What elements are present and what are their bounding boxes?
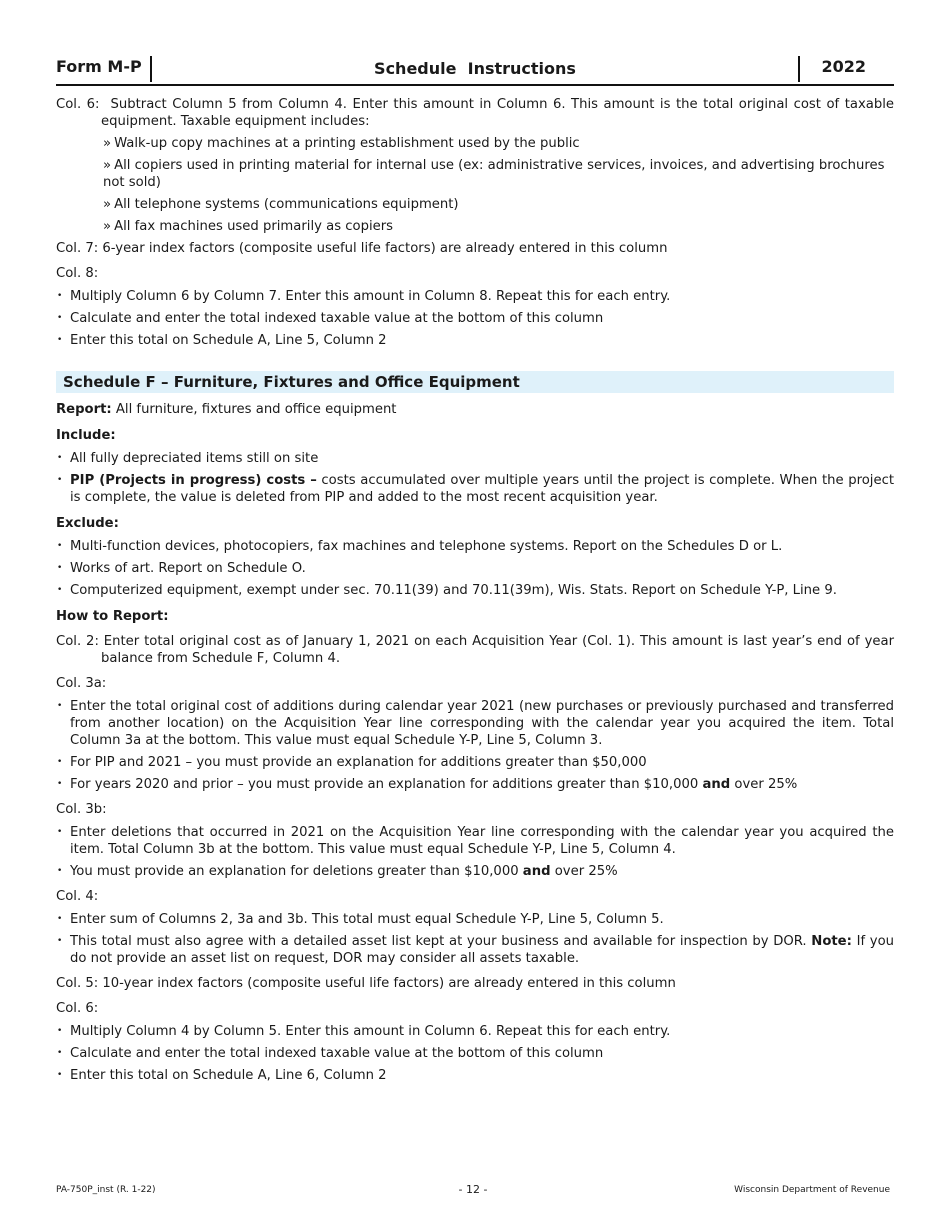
taxable-equipment-list [103, 135, 894, 235]
col3a-list [56, 698, 894, 793]
page-number: - 12 - [458, 1183, 488, 1196]
list-item: • For PIP and 2021 – you must provide an explanation for additions greater than $50,000 [56, 754, 894, 771]
list-item: • PIP (Projects in progress) costs – costs accumulated over multiple years until the project is complete. When the project is complete, the value is deleted from PIP and added to the most recent acquisition year. [56, 472, 894, 506]
col2-instruction: Col. 2: Enter total original cost as of January 1, 2021 on each Acquisition Year (Col. 1). This amount is last year’s end of year balance from Schedule F, Column 4. [56, 634, 894, 666]
col6-instruction [56, 96, 894, 130]
col3a-label: Col. 3a: [56, 676, 107, 691]
list-item: • Multi-function devices, photocopiers, fax machines and telephone systems. Report on the Schedules D or L. [56, 538, 894, 555]
include-list [56, 450, 894, 506]
col7-instruction: Col. 7: 6-year index factors (composite useful life factors) are already entered in this column [56, 241, 668, 256]
agency-name: Wisconsin Department of Revenue [734, 1185, 890, 1195]
exclude-list [56, 538, 894, 599]
list-item: » All fax machines used primarily as copiers [103, 219, 394, 234]
list-item: » Walk-up copy machines at a printing establishment used by the public [103, 136, 580, 151]
list-item: • Enter sum of Columns 2, 3a and 3b. This total must equal Schedule Y-P, Line 5, Column 5. [56, 911, 894, 928]
col4-list [56, 911, 894, 967]
report-label: Report: [56, 402, 112, 417]
list-item: • Enter this total on Schedule A, Line 6, Column 2 [56, 1067, 894, 1084]
col5-instruction: Col. 5: 10-year index factors (composite useful life factors) are already entered in this column [56, 976, 676, 991]
how-to-report-heading: How to Report: [56, 609, 169, 624]
list-item: • Multiply Column 6 by Column 7. Enter this amount in Column 8. Repeat this for each entry. [56, 288, 894, 305]
page-header [56, 54, 894, 86]
form-revision: PA-750P_inst (R. 1-22) [56, 1185, 156, 1195]
list-item: • Enter the total original cost of additions during calendar year 2021 (new purchases or previously purchased and transferred from another location) on the Acquisition Year line corresponding with the calendar year you acquired the item. Total Column 3a at the bottom. This value must equal Schedule Y-P, Line 5, Column 3. [56, 698, 894, 749]
form-year: 2022 [821, 57, 866, 76]
report-line [56, 401, 894, 418]
list-item: • You must provide an explanation for deletions greater than $10,000 and over 25% [56, 863, 894, 880]
list-item: • All fully depreciated items still on site [56, 450, 894, 467]
list-item: » All copiers used in printing material for internal use (ex: administrative services, invoices, and advertising brochures not sold) [103, 158, 885, 190]
list-item: • Works of art. Report on Schedule O. [56, 560, 894, 577]
list-item: • For years 2020 and prior – you must provide an explanation for additions greater than $10,000 and over 25% [56, 776, 894, 793]
form-id: Form M-P [56, 57, 142, 76]
list-item: • Enter deletions that occurred in 2021 on the Acquisition Year line corresponding with the calendar year you acquired the item. Total Column 3b at the bottom. This value must equal Schedule Y-P, Line 5, Column 4. [56, 824, 894, 858]
exclude-heading: Exclude: [56, 516, 119, 531]
col6-list [56, 1023, 894, 1084]
list-item: • Calculate and enter the total indexed taxable value at the bottom of this column [56, 310, 894, 327]
col6-label: Col. 6: [56, 97, 100, 112]
list-item: » All telephone systems (communications equipment) [103, 197, 459, 212]
list-item: • Multiply Column 4 by Column 5. Enter this amount in Column 6. Repeat this for each entry. [56, 1023, 894, 1040]
page-title: Schedule Instructions [374, 59, 576, 78]
header-divider-right [798, 56, 800, 82]
col4-label: Col. 4: [56, 889, 99, 904]
list-item: • Calculate and enter the total indexed taxable value at the bottom of this column [56, 1045, 894, 1062]
list-item: • This total must also agree with a detailed asset list kept at your business and available for inspection by DOR. Note: If you do not provide an asset list on request, DOR may consider all assets taxable. [56, 933, 894, 967]
col8-list [56, 288, 894, 349]
section-heading-schedule-f: Schedule F – Furniture, Fixtures and Office Equipment [56, 371, 894, 393]
col6-text: Subtract Column 5 from Column 4. Enter this amount in Column 6. This amount is the total original cost of taxable equipment. Taxable equipment includes: [101, 97, 894, 129]
report-text: All furniture, fixtures and office equipment [111, 402, 397, 417]
col6-label-f: Col. 6: [56, 1001, 99, 1016]
col3b-list [56, 824, 894, 880]
page [56, 54, 894, 1084]
list-item: • Enter this total on Schedule A, Line 5, Column 2 [56, 332, 894, 349]
list-item: • Computerized equipment, exempt under sec. 70.11(39) and 70.11(39m), Wis. Stats. Report on Schedule Y-P, Line 9. [56, 582, 894, 599]
col3b-label: Col. 3b: [56, 802, 107, 817]
include-heading: Include: [56, 428, 116, 443]
col8-label: Col. 8: [56, 266, 99, 281]
